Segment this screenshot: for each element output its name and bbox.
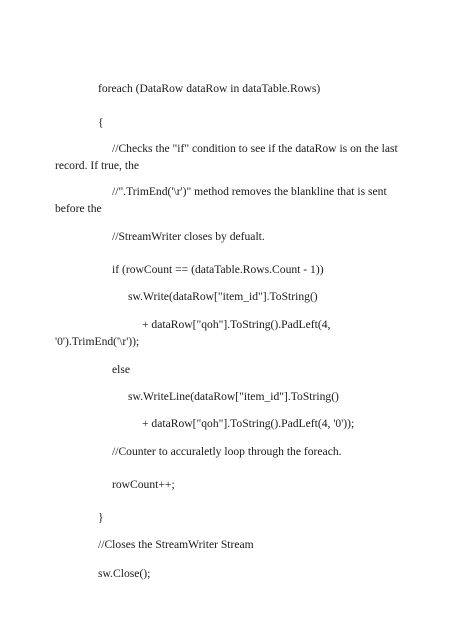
code-line-close-brace: } — [98, 511, 104, 524]
code-line-comment-closes: //Closes the StreamWriter Stream — [98, 538, 254, 551]
code-line-rowcount: rowCount++; — [112, 478, 175, 491]
write-concat-text: + dataRow["qoh"].ToString().PadLeft(4, '0').TrimEnd('\r')); — [55, 318, 331, 348]
code-line-comment-counter: //Counter to accuraletly loop through the foreach. — [112, 445, 342, 458]
code-line-comment-streamwriter: //StreamWriter closes by defualt. — [112, 230, 265, 243]
code-line-sw-close: sw.Close(); — [98, 567, 151, 580]
code-line-if: if (rowCount == (dataTable.Rows.Count - 1)) — [112, 263, 324, 276]
code-line-comment-trimend — [55, 183, 400, 217]
code-line-write-concat — [55, 316, 400, 350]
code-line-comment-checks — [55, 140, 400, 174]
code-line-open-brace: { — [98, 116, 104, 129]
code-line-else: else — [112, 363, 131, 376]
comment-trimend-text: //".TrimEnd('\r')" method removes the blankline that is sent before the — [55, 185, 387, 215]
code-line-sw-write: sw.Write(dataRow["item_id"].ToString() — [128, 290, 318, 303]
code-line-writeline-concat: + dataRow["qoh"].ToString().PadLeft(4, '0')); — [142, 417, 355, 430]
code-line-sw-writeline: sw.WriteLine(dataRow["item_id"].ToString() — [128, 390, 339, 403]
code-line-foreach: foreach (DataRow dataRow in dataTable.Rows) — [98, 82, 321, 95]
comment-checks-text: //Checks the "if" condition to see if the dataRow is on the last record. If true, the — [55, 142, 398, 172]
